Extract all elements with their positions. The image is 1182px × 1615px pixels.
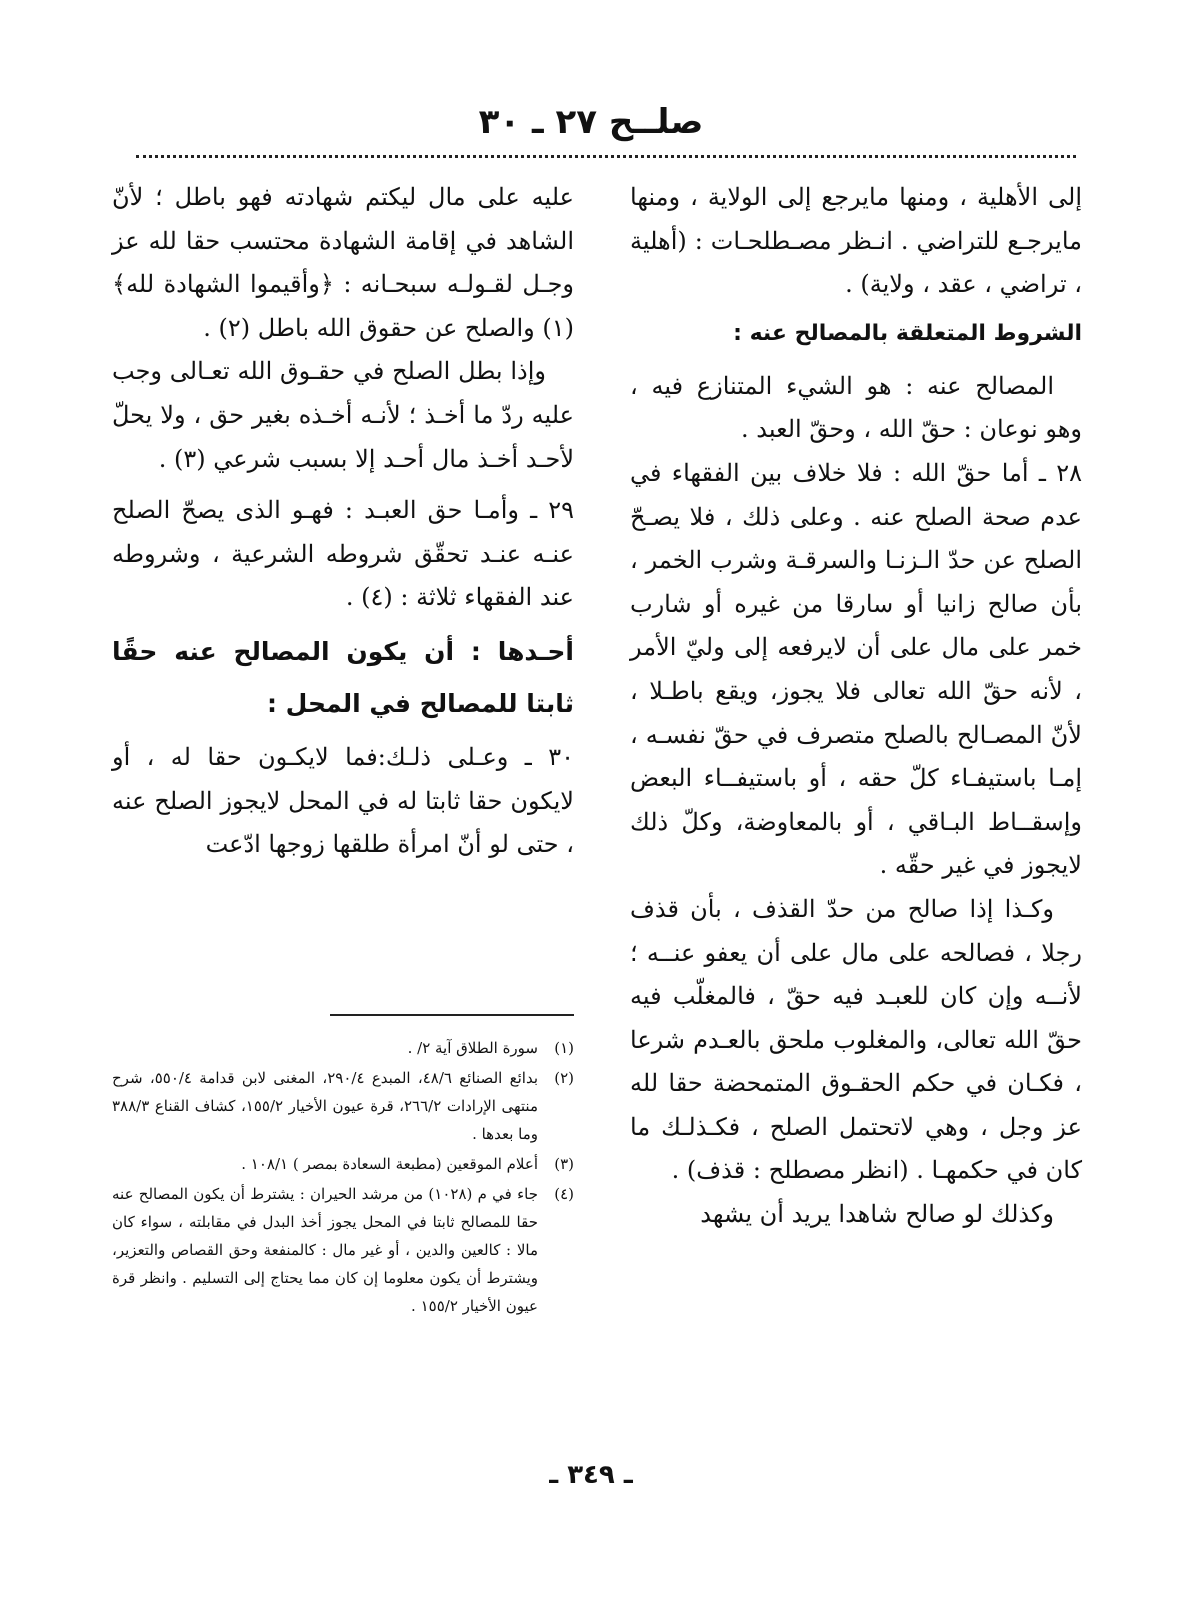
right-paragraph-2: المصالح عنه : هو الشيء المتنازع فيه ، وهو نوعان : حقّ الله ، وحقّ العبد . xyxy=(630,371,1082,444)
section-heading-first-condition: أحـدها : أن يكون المصالح عنه حقًا ثابتا للمصالح في المحل : xyxy=(112,636,574,718)
page-number: ـ ٣٤٩ ـ xyxy=(549,1460,633,1490)
footnote-1 xyxy=(112,1034,574,1062)
footnote-number: (٣) xyxy=(554,1155,574,1173)
footnote-text: أعلام الموقعين (مطبعة السعادة بمصر ) ١٠٨/١ . xyxy=(241,1155,538,1173)
footnote-text: جاء في م (١٠٢٨) من مرشد الحيران : يشترط أن يكون المصالح عنه حقا للمصالح ثابتا في المحل يجوز أخذ البدل في مقابلته ، سواء كان مالا : كالعين والدين ، أو غير مال : كالمنفعة وحق القصاص والتعزير، ويشترط أن يكون معلوما إن كان مما يحتاج إلى التسليم . وانظر قرة عيون الأخيار ١٥٥/٢ . xyxy=(112,1185,539,1315)
footnote-number: (٤) xyxy=(554,1185,574,1203)
left-paragraph-2: وإذا بطل الصلح في حقـوق الله تعـالى وجب عليه ردّ ما أخـذ ؛ لأنـه أخـذه بغير حق ، ولا يحلّ لأحـد أخـذ مال أحـد إلا بسبب شرعي (٣) . xyxy=(112,357,574,473)
footnote-4 xyxy=(112,1180,574,1320)
right-paragraph-1: إلى الأهلية ، ومنها مايرجع إلى الولاية ، ومنها مايرجـع للتراضي . انـظر مصـطلحـات : (أهلية ، تراضي ، عقد ، ولاية) . xyxy=(630,183,1082,299)
right-paragraph-5: وكذلك لو صالح شاهدا يريد أن يشهد xyxy=(700,1200,1054,1229)
section-heading-conditions: الشروط المتعلقة بالمصالح عنه : xyxy=(733,320,1082,346)
left-column xyxy=(112,176,574,867)
right-paragraph-3: ٢٨ ـ أما حقّ الله : فلا خلاف بين الفقهاء في عدم صحة الصلح عنه . وعلى ذلك ، فلا يصـحّ الصلح عن حدّ الـزنـا والسرقـة وشرب الخمر ، بأن صالح زانيا أو سارقا من غيره أو شارب خمر على مال على أن لايرفعه إلى وليّ الأمر ، لأنه حقّ الله تعالى فلا يجوز، ويقع باطـلا ، لأنّ المصـالح بالصلح متصرف في حقّ نفسـه ، إمـا باستيفـاء كلّ حقه ، أو باستيفــاء البعض وإسقــاط البـاقي ، أو بالمعاوضة، وكلّ ذلك لايجوز في غير حقّه . xyxy=(630,458,1082,880)
footnote-2 xyxy=(112,1064,574,1148)
left-paragraph-3: ٢٩ ـ وأمـا حق العبـد : فهـو الذى يصحّ الصلح عنـه عنـد تحقّق شروطه الشرعية ، وشروطه عند الفقهاء ثلاثة : (٤) . xyxy=(112,496,574,612)
footnote-separator xyxy=(330,1014,574,1016)
footnote-number: (٢) xyxy=(554,1069,574,1087)
right-column xyxy=(630,176,1082,1237)
footnotes xyxy=(112,1034,574,1322)
header-dotted-rule xyxy=(136,155,1076,158)
footnote-3 xyxy=(112,1150,574,1178)
left-paragraph-4: ٣٠ ـ وعـلى ذلـك:فما لايكـون حقا له ، أو لايكون حقا ثابتا له في المحل لايجوز الصلح عنه ، حتى لو أنّ امرأة طلقها زوجها ادّعت xyxy=(112,742,574,859)
left-paragraph-1: عليه على مال ليكتم شهادته فهو باطل ؛ لأنّ الشاهد في إقامة الشهادة محتسب حقا لله عز وجـل لقـولـه سبحـانه : ﴿وأقيموا الشهادة لله﴾ (١) والصلح عن حقوق الله باطل (٢) . xyxy=(112,183,574,342)
footnote-text: بدائع الصنائع ٤٨/٦، المبدع ٢٩٠/٤، المغنى لابن قدامة ٥٥٠/٤، شرح منتهى الإرادات ٢٦٦/٢، قرة عيون الأخيار ١٥٥/٢، كشاف القناع ٣٨٨/٣ وما بعدها . xyxy=(112,1069,538,1143)
footnote-number: (١) xyxy=(554,1039,574,1057)
right-paragraph-4: وكـذا إذا صالح من حدّ القذف ، بأن قذف رجلا ، فصالحه على مال على أن يعفو عنــه ؛ لأنــه وإن كان للعبـد فيه حقّ ، فالمغلّب فيه حقّ الله تعالى، والمغلوب ملحق بالعـدم شرعا ، فكـان في حكم الحقـوق المتمحضة حقا لله عز وجل ، وهي لاتحتمل الصلح ، فكـذلـك ما كان في حكمهـا . (انظر مصطلح : قذف) . xyxy=(630,894,1082,1185)
page-header-title: صلــح ٢٧ ـ ٣٠ xyxy=(478,102,704,142)
footnote-text: سورة الطلاق آية ٢/ . xyxy=(407,1039,538,1057)
